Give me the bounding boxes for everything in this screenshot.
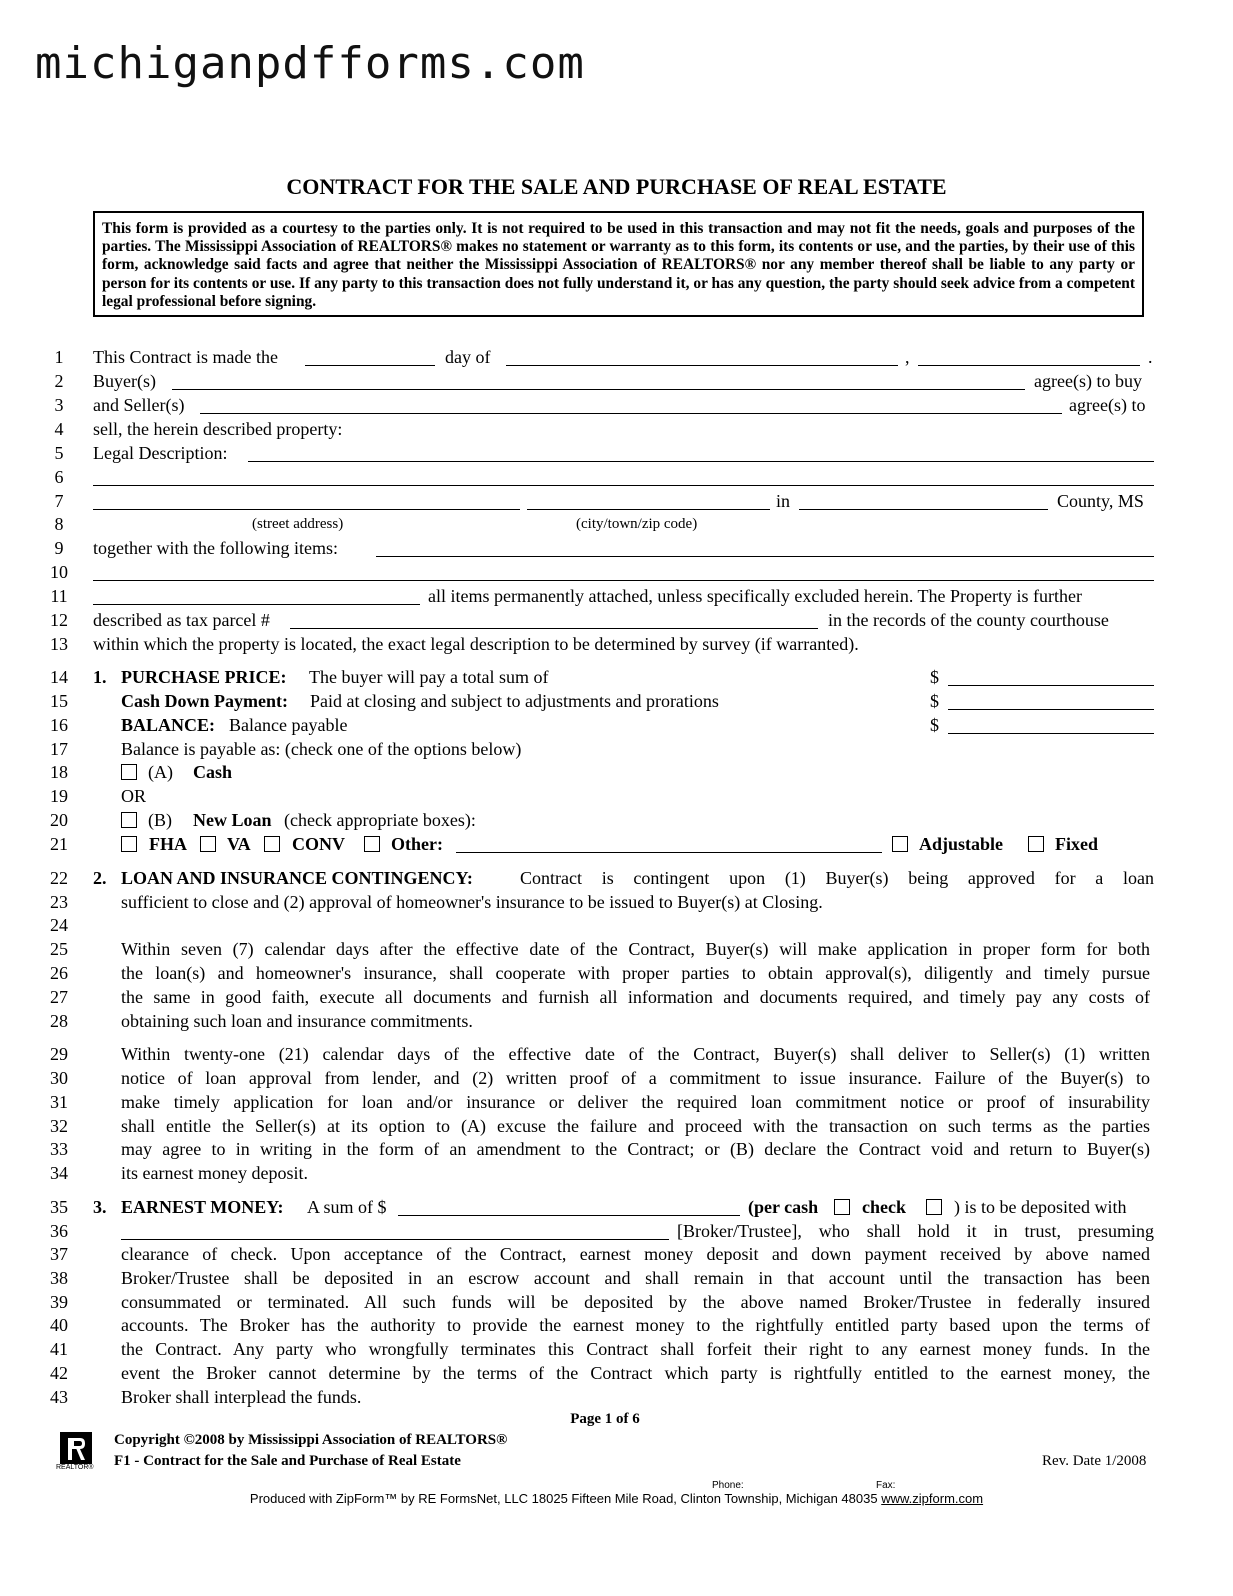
line-number: 24 — [50, 915, 68, 935]
purchase-price-label: PURCHASE PRICE: — [121, 667, 287, 687]
contract-year-field[interactable] — [918, 347, 1140, 366]
line-41 — [0, 1337, 1233, 1361]
line-number: 1 — [54, 347, 64, 367]
section-3-text: accounts. The Broker has the authority to provide the earnest money to the rightfully entitled party based upon the terms of — [121, 1315, 1150, 1335]
line-number: 40 — [50, 1315, 68, 1335]
adjustable-label: Adjustable — [919, 834, 1004, 854]
within-text: within which the property is located, the exact legal description to be determined by survey (if warranted). — [93, 634, 859, 654]
line-number: 34 — [50, 1163, 68, 1183]
agree-buy-label: agree(s) to buy — [1034, 371, 1142, 391]
produced-with — [0, 1491, 1233, 1506]
line-number: 5 — [54, 443, 64, 463]
fha-label: FHA — [149, 834, 187, 854]
line-26 — [0, 961, 1233, 985]
section-2-text: the same in good faith, execute all documents and furnish all information and documents required, and timely pay any costs of — [121, 987, 1150, 1007]
line-number: 43 — [50, 1387, 68, 1407]
line-29 — [0, 1042, 1233, 1066]
line-11 — [0, 584, 1233, 608]
cash-down-label: Cash Down Payment: — [121, 691, 289, 711]
dollar-sign: $ — [930, 715, 939, 735]
option-a-label: (A) — [148, 762, 173, 782]
section-2-number: 2. — [93, 868, 107, 888]
conv-label: CONV — [292, 834, 345, 854]
sum-of-text: A sum of $ — [307, 1197, 387, 1217]
line-number: 18 — [50, 762, 68, 782]
other-checkbox[interactable] — [364, 836, 380, 852]
balance-label: BALANCE: — [121, 715, 216, 735]
line-number: 26 — [50, 963, 68, 983]
agree-to-label: agree(s) to — [1069, 395, 1146, 415]
day-of-label: day of — [445, 347, 491, 367]
line-27 — [0, 985, 1233, 1009]
line-number: 21 — [50, 834, 68, 854]
line-6 — [0, 465, 1233, 489]
legal-description-label: Legal Description: — [93, 443, 228, 463]
purchase-price-field[interactable] — [948, 667, 1154, 686]
form-name: F1 - Contract for the Sale and Purchase of Real Estate — [114, 1453, 461, 1469]
other-loan-field[interactable] — [456, 834, 882, 853]
city-zip-field[interactable] — [527, 491, 770, 510]
items-field[interactable] — [376, 538, 1154, 557]
line-number: 16 — [50, 715, 68, 735]
watermark: michiganpdfforms.com — [35, 38, 585, 89]
broker-trustee-text: [Broker/Trustee], who shall hold it in trust, presuming — [677, 1221, 1154, 1241]
or-label: OR — [121, 786, 147, 806]
line-number: 3 — [54, 395, 64, 415]
line-28 — [0, 1009, 1233, 1033]
contract-month-field[interactable] — [506, 347, 898, 366]
line-number: 41 — [50, 1339, 68, 1359]
earnest-money-label: EARNEST MONEY: — [121, 1197, 284, 1217]
dollar-sign: $ — [930, 667, 939, 687]
va-label: VA — [227, 834, 251, 854]
balance-text: Balance payable — [229, 715, 348, 735]
buyers-label: Buyer(s) — [93, 371, 156, 391]
line-39 — [0, 1290, 1233, 1314]
line-38 — [0, 1266, 1233, 1290]
line-number: 15 — [50, 691, 68, 711]
section-1-number: 1. — [93, 667, 107, 687]
adjustable-checkbox[interactable] — [892, 836, 908, 852]
cash-down-field[interactable] — [948, 691, 1154, 710]
copyright: Copyright ©2008 by Mississippi Association of REALTORS® — [114, 1432, 508, 1448]
sell-text: sell, the herein described property: — [93, 419, 343, 439]
line-number: 23 — [50, 892, 68, 912]
per-cash-label: (per cash — [748, 1197, 819, 1217]
payable-as-text: Balance is payable as: (check one of the options below) — [121, 739, 522, 759]
cash-checkbox[interactable] — [121, 764, 137, 780]
broker-trustee-field[interactable] — [121, 1221, 669, 1240]
line-number: 22 — [50, 868, 68, 888]
check-boxes-text: (check appropriate boxes): — [284, 810, 476, 830]
contract-day-field[interactable] — [305, 347, 435, 366]
sellers-field[interactable] — [200, 395, 1062, 414]
line-22 — [0, 866, 1233, 890]
line-number: 9 — [54, 538, 64, 558]
made-the-label: This Contract is made the — [93, 347, 278, 367]
purchase-price-text: The buyer will pay a total sum of — [309, 667, 549, 687]
zipform-link[interactable]: www.zipform.com — [881, 1491, 984, 1506]
section-2-text: Contract is contingent upon (1) Buyer(s) being approved for a loan — [520, 868, 1154, 888]
line-30 — [0, 1066, 1233, 1090]
line-number: 39 — [50, 1292, 68, 1312]
section-2-text: notice of loan approval from lender, and (2) written proof of a commitment to issue insurance. Failure of the Buyer(s) to — [121, 1068, 1150, 1088]
loan-contingency-label: LOAN AND INSURANCE CONTINGENCY: — [121, 868, 473, 888]
new-loan-label: New Loan — [193, 810, 272, 830]
line-9 — [0, 536, 1233, 560]
section-3-number: 3. — [93, 1197, 107, 1217]
new-loan-checkbox[interactable] — [121, 812, 137, 828]
section-2-text: obtaining such loan and insurance commitments. — [121, 1011, 473, 1031]
line-42 — [0, 1361, 1233, 1385]
records-text: in the records of the county courthouse — [828, 610, 1109, 630]
fha-checkbox[interactable] — [121, 836, 137, 852]
line-32 — [0, 1114, 1233, 1138]
line-12 — [0, 608, 1233, 632]
line-3 — [0, 393, 1233, 417]
conv-checkbox[interactable] — [264, 836, 280, 852]
buyers-field[interactable] — [172, 371, 1025, 390]
section-3-text: Broker/Trustee shall be deposited in an escrow account and shall remain in that account until the transaction has been — [121, 1268, 1150, 1288]
line-34 — [0, 1161, 1233, 1185]
line-35 — [0, 1195, 1233, 1219]
line-4 — [0, 417, 1233, 441]
line-number: 14 — [50, 667, 68, 687]
line-19 — [0, 784, 1233, 808]
line-number: 12 — [50, 610, 68, 630]
tax-parcel-label: described as tax parcel # — [93, 610, 270, 630]
street-address-field[interactable] — [93, 491, 520, 510]
other-label: Other: — [391, 834, 443, 854]
line-number: 10 — [50, 562, 68, 582]
disclaimer-box: This form is provided as a courtesy to the parties only. It is not required to be used in this transaction and may not fit the needs, goals and purposes of the parties. The Mississippi Association of REALTORS® makes no statement or warranty as to this form, its contents or use, and the parties, by their use of this form, acknowledge said facts and agree that neither the Mississippi Association of REALTORS® nor any member thereof shall be liable to any party or person for its contents or use. If any party to this transaction does not fully understand it, or has any question, the party should seek advice from a competent legal professional before signing. — [93, 211, 1144, 317]
earnest-money-amount-field[interactable] — [398, 1197, 740, 1216]
line-number: 20 — [50, 810, 68, 830]
line-number-row — [0, 913, 1233, 937]
comma: , — [905, 347, 910, 367]
section-2-text: may agree to in writing in the form of an amendment to the Contract; or (B) declare the Contract void and return to Buyer(s) — [121, 1139, 1150, 1159]
permanently-text: all items permanently attached, unless specifically excluded herein. The Property is further — [428, 586, 1082, 606]
section-2-text: its earnest money deposit. — [121, 1163, 308, 1183]
line-43 — [0, 1385, 1233, 1409]
line-number: 37 — [50, 1244, 68, 1264]
line-number: 2 — [54, 371, 64, 391]
cash-down-text: Paid at closing and subject to adjustments and prorations — [310, 691, 719, 711]
line-2 — [0, 369, 1233, 393]
fixed-label: Fixed — [1055, 834, 1098, 854]
city-zip-caption: (city/town/zip code) — [576, 516, 698, 532]
line-5 — [0, 441, 1233, 465]
section-2-text: the loan(s) and homeowner's insurance, shall cooperate with proper parties to obtain approval(s), diligently and timely pursue — [121, 963, 1150, 983]
fax-label: Fax: — [876, 1480, 896, 1491]
line-16 — [0, 713, 1233, 737]
line-17 — [0, 737, 1233, 761]
line-37 — [0, 1242, 1233, 1266]
line-number: 30 — [50, 1068, 68, 1088]
line-40 — [0, 1313, 1233, 1337]
legal-description-field[interactable] — [248, 443, 1154, 462]
section-3-text: event the Broker cannot determine by the terms of the Contract which party is rightfully entitled to the earnest money, the — [121, 1363, 1150, 1383]
sellers-label: and Seller(s) — [93, 395, 185, 415]
street-address-caption: (street address) — [252, 516, 344, 532]
line-number: 42 — [50, 1363, 68, 1383]
line-13 — [0, 632, 1233, 656]
tax-parcel-field[interactable] — [290, 610, 818, 629]
county-field[interactable] — [799, 491, 1048, 510]
line-33 — [0, 1137, 1233, 1161]
together-label: together with the following items: — [93, 538, 338, 558]
line-15 — [0, 689, 1233, 713]
line-1 — [0, 345, 1233, 369]
va-checkbox[interactable] — [200, 836, 216, 852]
line-number: 29 — [50, 1044, 68, 1064]
page-number: Page 1 of 6 — [570, 1411, 640, 1427]
cash-label: Cash — [193, 762, 233, 782]
line-number: 38 — [50, 1268, 68, 1288]
line-number: 25 — [50, 939, 68, 959]
line-number: 28 — [50, 1011, 68, 1031]
line-20 — [0, 808, 1233, 832]
legal-description-field-2[interactable] — [93, 467, 1154, 486]
section-2-text: shall entitle the Seller(s) at its option to (A) excuse the failure and proceed with the transaction on such terms as the parties — [121, 1116, 1150, 1136]
section-3-text: clearance of check. Upon acceptance of the Contract, earnest money deposit and down payment received by above named — [121, 1244, 1150, 1264]
line-number: 31 — [50, 1092, 68, 1112]
county-ms-label: County, MS — [1057, 491, 1144, 511]
period: . — [1148, 347, 1153, 367]
section-3-text: Broker shall interplead the funds. — [121, 1387, 362, 1407]
balance-field[interactable] — [948, 715, 1154, 734]
phone-label: Phone: — [712, 1480, 744, 1491]
section-2-text: sufficient to close and (2) approval of homeowner's insurance to be issued to Buyer(s) at Closing. — [121, 892, 823, 912]
line-number: 7 — [54, 491, 64, 511]
items-field-3[interactable] — [93, 586, 420, 605]
section-3-text: consummated or terminated. All such funds will be deposited by the above named Broker/Trustee in federally insured — [121, 1292, 1150, 1312]
line-number: 4 — [54, 419, 64, 439]
section-2-text: Within seven (7) calendar days after the effective date of the Contract, Buyer(s) will make application in proper form for both — [121, 939, 1150, 959]
line-number: 35 — [50, 1197, 68, 1217]
revision-date: Rev. Date 1/2008 — [1042, 1453, 1147, 1469]
dollar-sign: $ — [930, 691, 939, 711]
section-2-text: make timely application for loan and/or insurance or deliver the required loan commitment notice or proof of insurability — [121, 1092, 1150, 1112]
section-3-text: the Contract. Any party who wrongfully terminates this Contract shall forfeit their right to any earnest money funds. In the — [121, 1339, 1150, 1359]
line-number: 19 — [50, 786, 68, 806]
line-number: 33 — [50, 1139, 68, 1159]
in-label: in — [776, 491, 791, 511]
line-21 — [0, 832, 1233, 856]
line-number: 8 — [54, 514, 64, 534]
items-field-2[interactable] — [93, 562, 1154, 581]
line-number: 6 — [54, 467, 64, 487]
option-b-label: (B) — [148, 810, 172, 830]
line-25 — [0, 937, 1233, 961]
line-number: 36 — [50, 1221, 68, 1241]
line-number: 17 — [50, 739, 68, 759]
line-14 — [0, 665, 1233, 689]
fixed-checkbox[interactable] — [1028, 836, 1044, 852]
line-10 — [0, 560, 1233, 584]
realtor-logo-text: REALTOR® — [56, 1464, 94, 1471]
line-number: 13 — [50, 634, 68, 654]
check-label: check — [862, 1197, 906, 1217]
deposited-text: ) is to be deposited with — [954, 1197, 1127, 1217]
line-number: 11 — [50, 586, 68, 606]
line-36 — [0, 1219, 1233, 1243]
check-checkbox[interactable] — [926, 1199, 942, 1215]
realtor-logo — [56, 1430, 96, 1474]
line-number: 27 — [50, 987, 68, 1007]
line-18 — [0, 760, 1233, 784]
line-number: 32 — [50, 1116, 68, 1136]
line-31 — [0, 1090, 1233, 1114]
line-8 — [0, 512, 1233, 536]
section-2-text: Within twenty-one (21) calendar days of the effective date of the Contract, Buyer(s) shall deliver to Seller(s) (1) written — [121, 1044, 1150, 1064]
per-cash-checkbox[interactable] — [834, 1199, 850, 1215]
line-7 — [0, 489, 1233, 513]
document-title: CONTRACT FOR THE SALE AND PURCHASE OF REAL ESTATE — [286, 174, 947, 199]
produced-text: Produced with ZipForm™ by RE FormsNet, LLC 18025 Fifteen Mile Road, Clinton Township, Michigan 48035 — [249, 1491, 878, 1506]
line-23 — [0, 890, 1233, 914]
